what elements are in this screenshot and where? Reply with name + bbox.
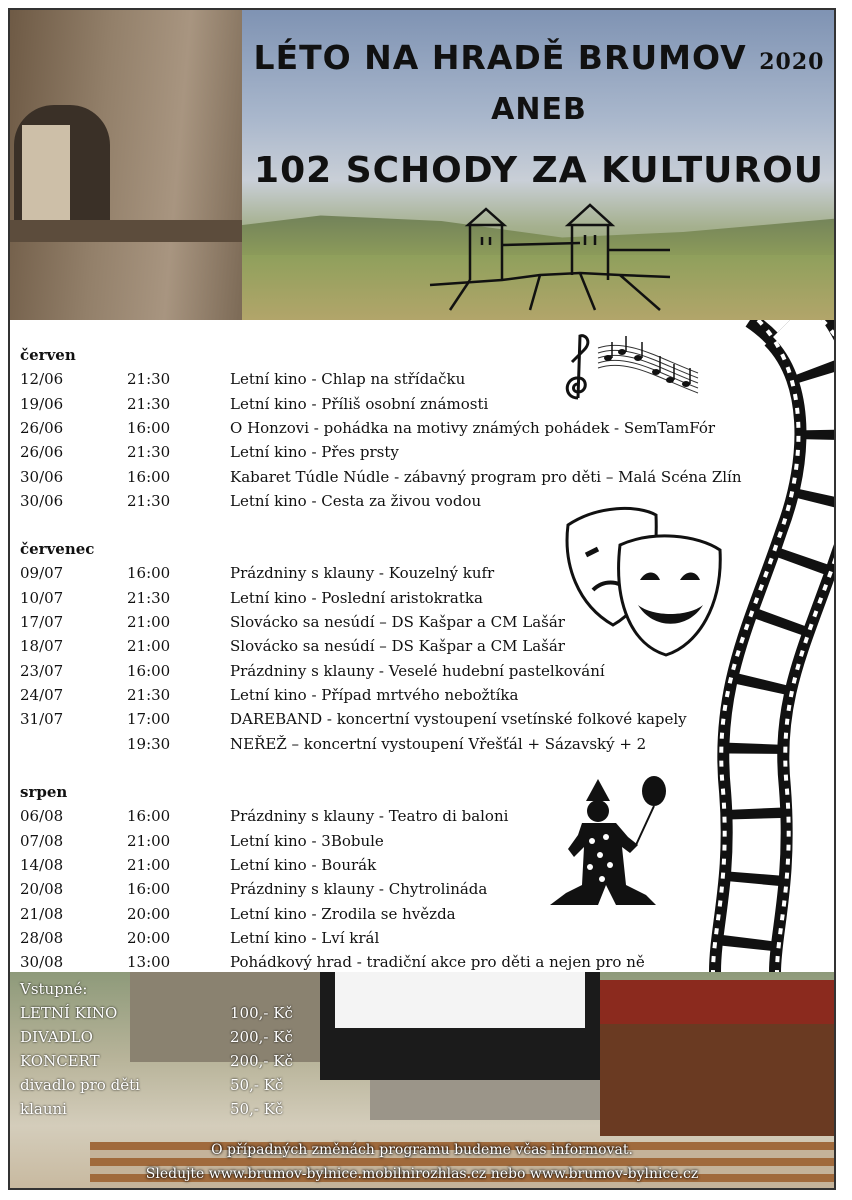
title-line-1: LÉTO NA HRADĚ BRUMOV 2020	[253, 38, 825, 77]
music-notes-icon	[558, 328, 708, 408]
red-roof	[600, 980, 834, 1024]
header	[10, 10, 834, 320]
title-line-2: ANEB	[491, 92, 587, 127]
castle-outline-icon	[420, 195, 680, 315]
castle-window-light	[22, 125, 70, 225]
schedule: červen 12/06 21:30 Letní kino - Chlap na střídačku 19/06 21:30 Letní kino - Příliš osobní známosti 26/06 16:00 O Honzovi - pohádka na motivy známých pohádek - SemTamFór 26/06 21:30 Letní kino - Přes prsty 30/06 16:00 Kabaret Túdle Núdle - zábavný program pro děti – Malá Scéna Zlín 30/06 21:30 Letní kino - Cesta za živou vodou červenec 09/07 16:00 Prázdniny s klauny - Kouzelný kufr 10/07 21:30 Letní kino - Poslední aristokratka 17/07 21:00 Slovácko sa nesúdí – DS Kašpar a CM Lašár 18/07 21:00 Slovácko sa nesúdí – DS Kašpar a CM Lašár 23/07 16:00 Prázdniny s klauny - Veselé hudební pastelkování 24/07 21:30 Letní kino - Případ mrtvého nebožtíka 31/07 17:00 DAREBAND - koncertní vystoupení vsetínské folkové kapely 19:30 NEŘEŽ – koncertní vystoupení Vřešťál + Sázavský + 2 srpen 06/08 16:00 Prázdniny s klauny - Teatro di baloni 07/08 21:00 Letní kino - 3Bobule 14/08 21:00 Letní kino - Bourák 20/08 16:00 Prázdniny s klauny - Chytrolináda 21/08 20:00 Letní kino - Zrodila se hvězda 28/08 20:00 Letní kino - Lví král 30/08 13:00 Pohádkový hrad - tradiční akce pro děti a nejen pro ně	[10, 320, 834, 972]
footer-photo: Vstupné: LETNÍ KINO 100,- Kč DIVADLO 200,- Kč KONCERT 200,- Kč divadlo pro děti 50,- Kč klauni 50,- Kč O případných změnách programu budeme včas informovat. Sledujte www.brumov-bylnice.mobilnirozhlas.cz nebo www.brumov-bylnice.cz	[10, 972, 834, 1190]
title-year: 2020	[759, 49, 825, 75]
cinema-screen	[335, 972, 585, 1028]
title-line-3: 102 SCHODY ZA KULTUROU	[254, 150, 824, 191]
footer-follow: Sledujte www.brumov-bylnice.mobilnirozhlas.cz nebo www.brumov-bylnice.cz	[145, 1166, 699, 1182]
clown-icon	[546, 775, 674, 905]
castle-wall-photo	[10, 10, 242, 320]
month-heading: srpen	[20, 783, 68, 801]
month-heading: červen	[20, 346, 76, 364]
film-strip-icon	[690, 320, 836, 972]
prices-heading: Vstupné:	[20, 980, 88, 998]
poster	[8, 8, 836, 1190]
month-heading: červenec	[20, 540, 95, 558]
footer-note: O případných změnách programu budeme včas informovat.	[211, 1142, 633, 1158]
castle-ledge	[10, 220, 242, 242]
